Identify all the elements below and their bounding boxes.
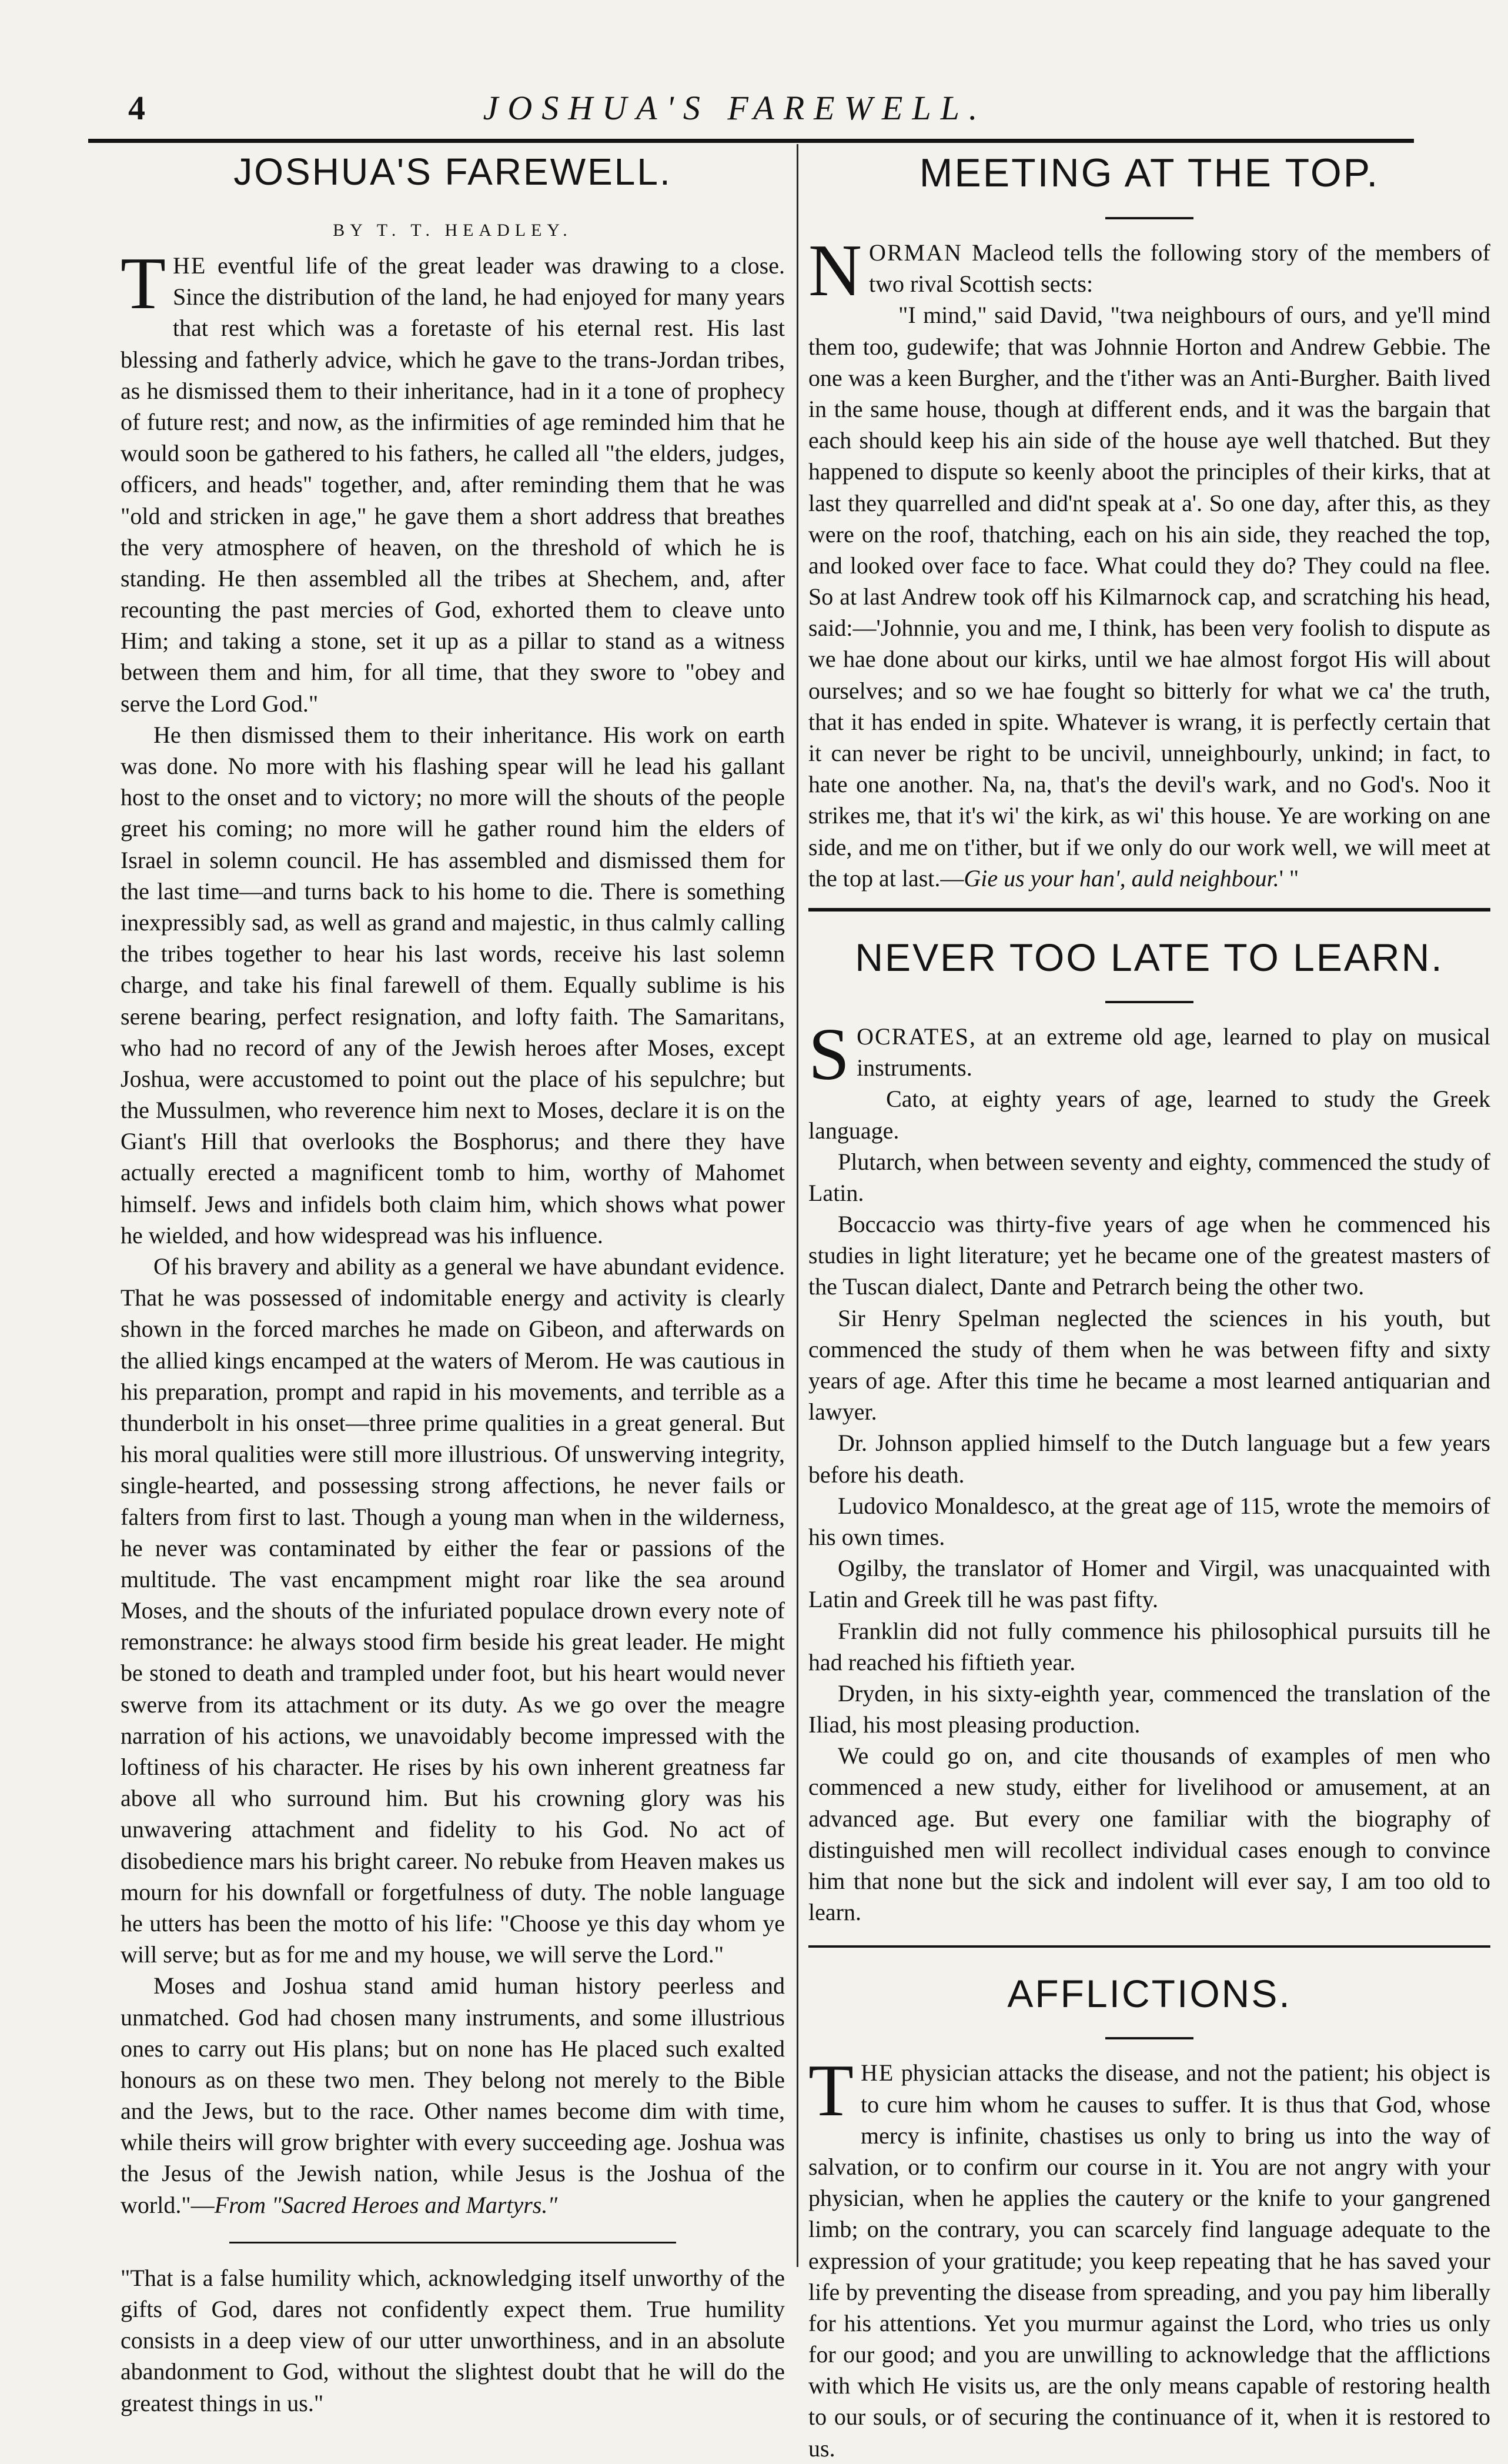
never-paragraph: We could go on, and cite thousands of examples of men who commenced a new study, either for livelihood or amusement, at an advanced age. But every one familiar with the biography of distinguished men will recollect individual cases enough to convince him that none but the sick and indolent will ever say, I am too old to learn. <box>808 1742 1490 1926</box>
drop-cap: T <box>808 2050 854 2132</box>
running-title: JOSHUA'S FAREWELL. <box>483 89 987 127</box>
article-title-never: NEVER TOO LATE TO LEARN. <box>855 935 1444 979</box>
never-paragraph: Franklin did not fully commence his philosophical pursuits till he had reached his fiftieth year. <box>808 1617 1490 1675</box>
meeting-paragraph-2 <box>808 299 1490 894</box>
left-column <box>121 144 785 2419</box>
paragraph-text: Macleod tells the following story of the members of two rival Scottish sects: <box>869 239 1490 298</box>
never-paragraph: Dr. Johnson applied himself to the Dutch language but a few years before his death. <box>808 1430 1490 1488</box>
article-title-meeting: MEETING AT THE TOP. <box>919 151 1380 195</box>
never-paragraph: Plutarch, when between seventy and eighty, commenced the study of Latin. <box>808 1148 1490 1206</box>
running-head <box>88 88 1382 135</box>
lead-word: OCRATES <box>857 1023 969 1050</box>
column-divider <box>797 144 798 2267</box>
humility-quote: "That is a false humility which, acknowledging itself unworthy of the gifts of God, dares not confidently expect them. True humility consists in a deep view of our utter unworthiness, and in an absolute abandonment to God, without the slightest doubt that he will do the greatest things in us." <box>121 2264 785 2416</box>
drop-cap: T <box>121 243 166 325</box>
header-rule <box>88 139 1414 143</box>
meeting-paragraph-1 <box>808 230 1490 312</box>
title-rule <box>1105 1001 1193 1003</box>
title-rule <box>1105 217 1193 219</box>
italic-phrase: Gie us your han', auld neighbour. <box>964 864 1279 892</box>
paragraph-text: "I mind," said David, "twa neighbours of ours, and ye'll mind them too, gudewife; that was Johnnie Horton and Andrew Gebbie. The one was a keen Burgher, and the t'ither was an Anti-Burgher. Baith lived in the same house, though at different ends, and it was the bargain that each should keep his ain side of the house aye well thatched. But they happened to dispute so keenly aboot the principles of their kirks, that at last they quarrelled and did'nt speak at a'. So one day, after this, as they were on the roof, thatching, each on his ain side, they reached the top, and looked over face to face. What could they do? They could na flee. So at last Andrew took off his Kilmarnock cap, and scratching his head, said:—'Johnnie, you and me, I think, has been very foolish to dispute as we hae done about our kirks, until we hae almost forgot His will about ourselves; and so we hae fought so bitterly for what we ca' the truth, that it has ended in spite. Whatever is wrang, it is perfectly certain that it can never be right to be uncivil, unneighbourly, unkind; in fact, to hate one another. Na, na, that's the devil's wark, and no God's. Noo it strikes me, that it's wi' the kirk, as wi' this house. Ye are working on ane side, and me on t'ither, but if we only do our work well, we will meet at the top at last.— <box>808 302 1490 892</box>
never-paragraph: Ludovico Monaldesco, at the great age of 115, wrote the memoirs of his own times. <box>808 1492 1490 1550</box>
joshua-paragraph-3: Of his bravery and ability as a general we have abundant evidence. That he was possessed of indomitable energy and activity is clearly shown in the forced marches he made on Gibeon, and afterwards on the allied kings encamped at the waters of Merom. He was cautious in his preparation, prompt and rapid in his movements, and terrible as a thunderbolt in his onset—three prime qualities in a great general. But his moral qualities were still more illustrious. Of unswerving integrity, single-hearted, and possessing strong affections, he never fails or falters from first to last. Though a young man when in the wilderness, he never was contaminated by either the fear or passions of the multitude. The vast encampment might roar like the sea around Moses, and the shouts of the infuriated populace drown every note of remonstrance: he always stood firm beside his great leader. He might be stoned to death and trampled under foot, but his heart would never swerve from its attachment or its duty. As we go over the meagre narration of his actions, we unavoidably become impressed with the loftiness of his character. He rises by his own inherent greatness far above all who surround him. But his crowning glory was his unwavering attachment and fidelity to his God. No act of disobedience mars his bright career. No rebuke from Heaven makes us mourn for his downfall or forgetfulness of duty. The noble language he utters has been the motto of his life: "Choose ye this day whom ye will serve; but as for me and my house, we will serve the Lord." <box>121 1253 785 1968</box>
drop-cap: N <box>808 230 862 312</box>
lead-word: ORMAN <box>869 239 962 266</box>
source-citation: From "Sacred Heroes and Martyrs." <box>214 2191 558 2218</box>
afflictions-paragraph-1 <box>808 2050 1490 2463</box>
lead-word: HE <box>172 252 207 279</box>
paragraph-text: Moses and Joshua stand amid human history peerless and unmatched. God had chosen many instruments, and some illustrious ones to carry out His plans; but on none has He placed such exalted honours as on these two men. They belong not merely to the Bible and the Jews, but to the race. Other names become dim with time, while theirs will grow brighter with every succeeding age. Joshua was the Jesus of the Jewish nation, while Jesus is the Joshua of the world."— <box>121 1972 785 2218</box>
section-rule <box>808 1945 1490 1948</box>
paragraph-end: ' " <box>1279 864 1299 892</box>
right-column <box>808 144 1490 2464</box>
joshua-paragraph-4 <box>121 1970 785 2221</box>
joshua-paragraph-2: He then dismissed them to their inheritance. His work on earth was done. No more with his flashing spear will he lead his gallant host to the onset and to victory; no more will the shouts of the people greet his coming; no more will he gather round him the elders of Israel in solemn council. He has assembled and dismissed them for the last time—and turns back to his home to die. There is something inexpressibly sad, as well as grand and majestic, in thus calmly calling the tribes together to hear his last words, receive his last solemn charge, and take his final farewell of them. Equally sublime is his serene bearing, perfect resignation, and lofty faith. The Samaritans, who had no record of any of the Jewish heroes after Moses, except Joshua, were accustomed to point out the place of his sepulchre; but the Mussulmen, who reverence him next to Moses, declare it is on the Giant's Hill that overlooks the Bosphorus; and there they have actually erected a magnificent tomb to him, worthy of Mahomet himself. Jews and infidels both claim him, which shows what power he wielded, and how widespread was his influence. <box>121 721 785 1248</box>
never-paragraph: Boccaccio was thirty-five years of age when he commenced his studies in light literature; yet he became one of the greatest masters of the Tuscan dialect, Dante and Petrarch being the other two. <box>808 1211 1490 1300</box>
title-rule <box>1105 2037 1193 2039</box>
article-title-joshua: JOSHUA'S FAREWELL. <box>233 151 672 193</box>
quote-rule <box>229 2242 676 2243</box>
paragraph-text: physician attacks the disease, and not the patient; his object is to cure him whom he causes to suffer. It is thus that God, whose mercy is infinite, chastises us only to bring us into the way of salvation, or to confirm our course in it. You are not angry with your physician, when he applies the cautery or the knife to your gangrened limb; on the contrary, you can scarcely find language adequate to the expression of your gratitude; you keep repeating that he has saved your life by preventing the disease from spreading, and you pay him liberally for his attentions. Yet you murmur against the Lord, who tries us only for our good; and you are unwilling to acknowledge that the afflictions with which He visits us, are the only means capable of restoring health to our souls, or of securing the continuance of it, when it is restored to us. <box>808 2059 1490 2462</box>
never-paragraph: Cato, at eighty years of age, learned to study the Greek language. <box>808 1086 1490 1144</box>
byline: BY T. T. HEADLEY. <box>333 221 573 240</box>
joshua-paragraph-1 <box>121 243 785 719</box>
lead-word: HE <box>860 2059 895 2086</box>
drop-cap: S <box>808 1013 850 1096</box>
paragraph-text: , at an extreme old age, learned to play on musical instruments. <box>857 1023 1490 1081</box>
paragraph-text: eventful life of the great leader was drawing to a close. Since the distribution of the land, he had enjoyed for many years that rest which was a foretaste of his eternal rest. His last blessing and fatherly advice, which he gave to the trans-Jordan tribes, as he dismissed them to their inheritance, had in it a tone of prophecy of future rest; and now, as the infirmities of age reminded him that he would soon be gathered to his fathers, he called all "the elders, judges, officers, and heads" together, and, after reminding them that he was "old and stricken in age," he gave them a short address that breathes the very atmosphere of heaven, on the threshold of which he is standing. He then assembled all the tribes at Shechem, and, after recounting the past mercies of God, exhorted them to cleave unto Him; and taking a stone, set it up as a pillar to stand as a witness between them and him, for all time, that they swore to "obey and serve the Lord God." <box>121 252 785 717</box>
section-rule <box>808 908 1490 912</box>
page-number: 4 <box>128 89 145 127</box>
never-paragraph: Sir Henry Spelman neglected the sciences in his youth, but commenced the study of them when he was between fifty and sixty years of age. After this time he became a most learned antiquarian and lawyer. <box>808 1304 1490 1425</box>
never-paragraph: Dryden, in his sixty-eighth year, commenced the translation of the Iliad, his most pleasing production. <box>808 1680 1490 1738</box>
article-title-afflictions: AFFLICTIONS. <box>1007 1972 1292 2016</box>
never-paragraph: Ogilby, the translator of Homer and Virgil, was unacquainted with Latin and Greek till he was past fifty. <box>808 1555 1490 1613</box>
never-paragraph-1 <box>808 1013 1490 1096</box>
